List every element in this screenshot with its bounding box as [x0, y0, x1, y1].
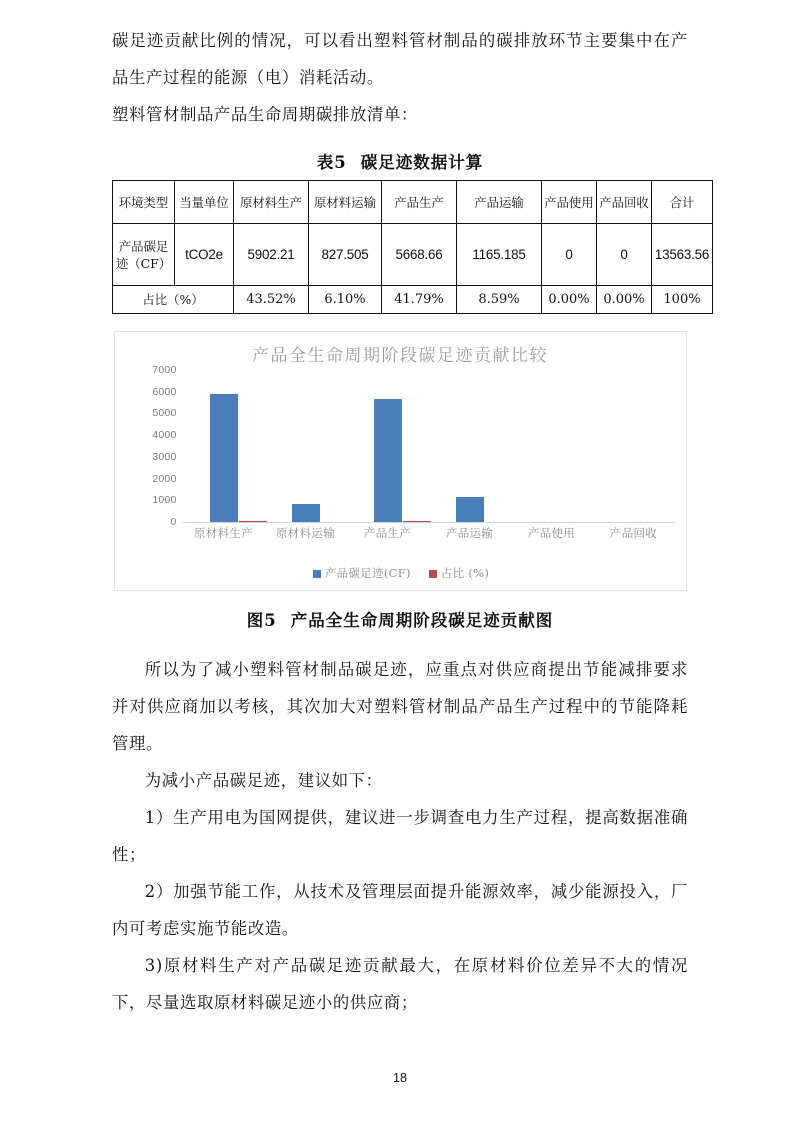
row-label-carbon-footprint: 产品碳足迹（CF） [113, 224, 175, 286]
chart-y-tick-label: 5000 [152, 407, 177, 420]
chart-x-tick-label: 原材料运输 [276, 526, 335, 540]
table-caption [112, 149, 688, 173]
chart-legend-label: 占比 (%) [440, 566, 490, 580]
chart-legend-swatch [313, 570, 321, 578]
cell-value: 100% [652, 286, 713, 314]
table-caption-title: 碳足迹数据计算 [360, 153, 484, 172]
chart-legend-item [429, 565, 489, 581]
table-header-cell: 产品回收 [597, 181, 652, 224]
cell-value: 5902.21 [234, 224, 309, 286]
chart-y-tick-label: 2000 [152, 472, 177, 485]
figure-caption-label: 图5 [246, 611, 277, 630]
chart-y-tick-label: 1000 [152, 494, 177, 507]
cell-value: 0.00% [597, 286, 652, 314]
table-header-cell: 环境类型 [113, 181, 175, 224]
chart-x-axis [183, 525, 675, 545]
chart-y-axis [125, 364, 177, 528]
row-label-share: 占比（%） [113, 286, 234, 314]
chart-bar [239, 521, 267, 522]
table-row [113, 286, 713, 314]
cell-value: 5668.66 [382, 224, 457, 286]
table-header-cell: 原材料运输 [309, 181, 382, 224]
page-number: 18 [393, 1071, 407, 1085]
chart-legend-item [313, 565, 411, 581]
cell-value: 1165.185 [457, 224, 542, 286]
lifecycle-bar-chart [114, 331, 687, 591]
chart-y-tick-label: 0 [170, 516, 177, 528]
chart-x-tick-label: 产品运输 [445, 526, 494, 540]
paragraph-list-item-3: 3)原材料生产对产品碳足迹贡献最大，在原材料价位差异不大的情况下，尽量选取原材料碳足迹小的供应商； [112, 956, 688, 1012]
cell-value: 13563.56 [652, 224, 713, 286]
chart-bar [403, 521, 431, 522]
chart-title: 产品全生命周期阶段碳足迹贡献比较 [252, 346, 548, 366]
cell-value: 0 [597, 224, 652, 286]
table-header-cell: 产品生产 [382, 181, 457, 224]
carbon-footprint-table [112, 180, 713, 314]
figure-caption-title: 产品全生命周期阶段碳足迹贡献图 [290, 611, 554, 630]
table-row [113, 224, 713, 286]
chart-legend [115, 565, 688, 581]
chart-plot [115, 364, 688, 555]
cell-value: 6.10% [309, 286, 382, 314]
chart-y-tick-label: 6000 [152, 385, 177, 398]
cell-value: 8.59% [457, 286, 542, 314]
paragraph-body-2: 为减小产品碳足迹，建议如下： [144, 771, 383, 790]
table-header-cell: 当量单位 [175, 181, 234, 224]
chart-x-tick-label: 原材料生产 [194, 526, 253, 540]
chart-bar [456, 497, 484, 522]
cell-value: 0.00% [542, 286, 597, 314]
table-header-row [113, 181, 713, 224]
figure-caption [112, 607, 688, 631]
paragraph-intro-2: 塑料管材制品产品生命周期碳排放清单： [112, 105, 418, 124]
table-header-cell: 产品使用 [542, 181, 597, 224]
chart-legend-label: 产品碳足迹(CF) [324, 566, 411, 580]
table-caption-label: 表5 [316, 153, 347, 172]
paragraph-list-item-1: 1）生产用电为国网提供，建议进一步调查电力生产过程，提高数据准确性； [112, 808, 688, 864]
row-unit: tCO2e [175, 224, 234, 286]
paragraph-list-item-2: 2）加强节能工作，从技术及管理层面提升能源效率，减少能源投入，厂内可考虑实施节能改造。 [112, 882, 688, 938]
paragraph-intro-1: 碳足迹贡献比例的情况，可以看出塑料管材制品的碳排放环节主要集中在产品生产过程的能源（电）消耗活动。 [112, 31, 688, 87]
cell-value: 43.52% [234, 286, 309, 314]
chart-bar [374, 399, 402, 522]
table-header-cell: 产品运输 [457, 181, 542, 224]
cell-value: 41.79% [382, 286, 457, 314]
chart-x-tick-label: 产品使用 [527, 526, 576, 540]
cell-value: 827.505 [309, 224, 382, 286]
table-header-cell: 原材料生产 [234, 181, 309, 224]
chart-y-tick-label: 4000 [152, 429, 177, 442]
chart-x-tick-label: 产品回收 [609, 526, 658, 540]
chart-bar [292, 504, 320, 522]
chart-x-tick-label: 产品生产 [363, 526, 412, 540]
paragraph-body-1: 所以为了减小塑料管材制品碳足迹，应重点对供应商提出节能减排要求并对供应商加以考核，其次加大对塑料管材制品产品生产过程中的节能降耗管理。 [112, 660, 688, 753]
chart-legend-swatch [429, 570, 437, 578]
chart-y-tick-label: 3000 [152, 450, 177, 463]
chart-plot-area [183, 370, 675, 523]
chart-bar [210, 394, 238, 522]
cell-value: 0 [542, 224, 597, 286]
table-header-cell: 合计 [652, 181, 713, 224]
chart-y-tick-label: 7000 [152, 364, 177, 376]
